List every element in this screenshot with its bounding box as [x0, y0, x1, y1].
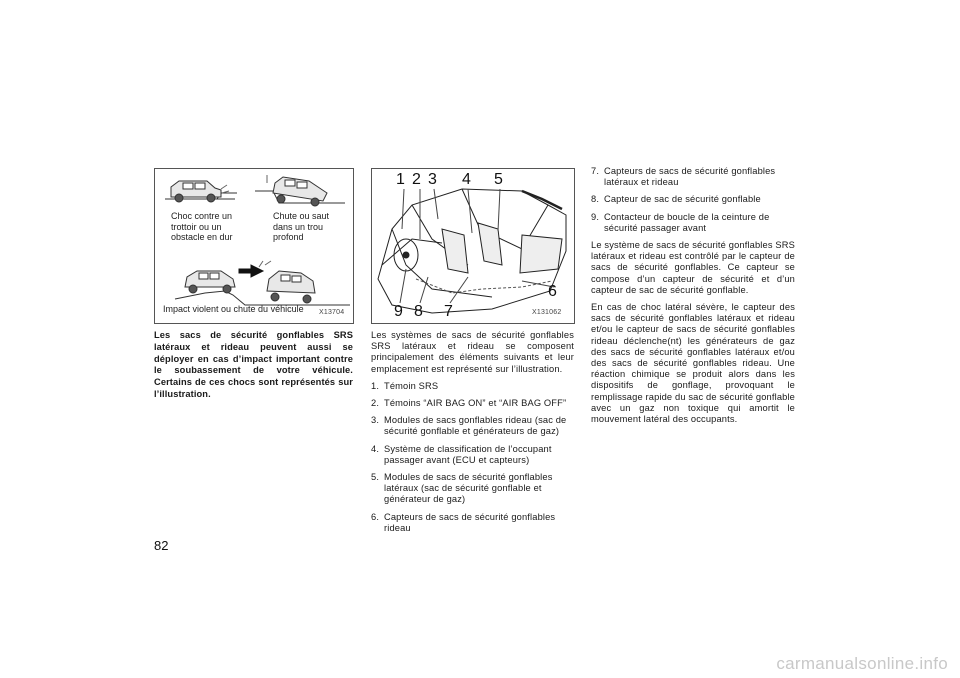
label-hole-drop: Chute ou saut dans un trou profond	[273, 211, 330, 242]
figure-code: X13704	[319, 309, 345, 316]
callout-6: 6	[548, 283, 557, 300]
impact-situations-illustration	[155, 169, 353, 323]
callout-8: 8	[414, 303, 423, 320]
callout-5: 5	[494, 171, 503, 188]
item-text: Capteurs de sacs de sécurité gonflables latéraux et rideau	[604, 166, 776, 188]
label-curb-strike: Choc contre un trottoir ou un obstacle en dur	[171, 211, 233, 242]
item-text: Capteur de sac de sécurité gonflable	[604, 194, 761, 205]
callout-7: 7	[444, 303, 453, 320]
callout-3: 3	[428, 171, 437, 188]
control-paragraph: Le système de sacs de sécurité gonflables SRS latéraux et rideau est contrôlé par le capteur de sacs de sécurité gonflables. Ce capteur se compose d’un capteur de sécurité et d’un capteur de sac de sécurité gonflable.	[591, 240, 795, 295]
list-item	[371, 444, 574, 466]
deployment-paragraph: En cas de choc latéral sévère, le capteur des sacs de sécurité gonflables latéraux et rideau et/ou le capteur de sacs de sécurité gonflables rideau déclenche(nt) les générateurs de gaz des sacs de sécurité gonflables latéraux et/ou des sacs de sécurité gonflables rideau. Une réaction chimique se produit alors dans les dispositifs de gonflage, provoquant le remplissage rapide du sac de sécurité gonflable avec un gaz non toxique qui amortit le mouvement latéral des occupants.	[591, 302, 795, 425]
callout-1: 1	[396, 171, 405, 188]
intro-paragraph: Les systèmes de sacs de sécurité gonflables SRS latéraux et rideau se composent principalement des éléments suivants et leur emplacement est représenté sur l’illustration.	[371, 330, 574, 374]
list-item	[371, 512, 574, 534]
page-number: 82	[154, 538, 169, 553]
item-text: Modules de sacs gonflables rideau (sac de sécurité gonflable et générateurs de gaz)	[384, 415, 567, 437]
item-text: Témoins “AIR BAG ON” et “AIR BAG OFF”	[384, 398, 567, 409]
label-severe-impact: Impact violent ou chute du véhicule	[163, 304, 304, 314]
middle-column	[371, 330, 574, 540]
callout-4: 4	[462, 171, 471, 188]
item-text: Modules de sacs de sécurité gonflables latéraux (sac de sécurité gonflable et générateur de gaz)	[384, 472, 553, 505]
list-item	[591, 212, 795, 234]
figure-code: X131062	[532, 309, 562, 316]
item-number: 5.	[371, 472, 380, 483]
right-column	[591, 166, 795, 431]
list-item	[371, 381, 574, 392]
item-number: 3.	[371, 415, 380, 426]
suv-dropping-in-hole	[255, 175, 345, 206]
suv-severe-impact	[175, 261, 350, 305]
vehicle-cutaway-illustration	[372, 169, 574, 323]
item-text: Contacteur de boucle de la ceinture de sécurité passager avant	[604, 211, 770, 233]
callout-2: 2	[412, 171, 421, 188]
list-item	[371, 398, 574, 409]
suv-hitting-curb	[165, 181, 237, 202]
item-number: 8.	[591, 194, 600, 205]
list-item	[371, 472, 574, 506]
item-number: 9.	[591, 211, 600, 222]
item-text: Capteurs de sacs de sécurité gonflables rideau	[384, 511, 556, 533]
list-item	[591, 194, 795, 205]
item-number: 6.	[371, 511, 380, 522]
list-item	[371, 415, 574, 437]
figure-airbag-components	[371, 168, 575, 324]
callout-9: 9	[394, 303, 403, 320]
item-number: 4.	[371, 443, 380, 454]
item-number: 2.	[371, 398, 380, 409]
item-number: 1.	[371, 380, 380, 391]
curtain-airbag-rail	[522, 191, 562, 209]
item-text: Témoin SRS	[384, 380, 439, 391]
figure-caption: Les sacs de sécurité gonflables SRS latéraux et rideau peuvent aussi se déployer en cas d’impact important contre le soubassement de votre véhicule. Certains de ces chocs sont représentés sur l’illustration.	[154, 330, 353, 399]
watermark: carmanualsonline.info	[776, 654, 948, 673]
list-item	[591, 166, 795, 188]
item-number: 7.	[591, 166, 600, 176]
figure-impact-situations	[154, 168, 354, 324]
item-text: Système de classification de l’occupant passager avant (ECU et capteurs)	[384, 443, 552, 465]
